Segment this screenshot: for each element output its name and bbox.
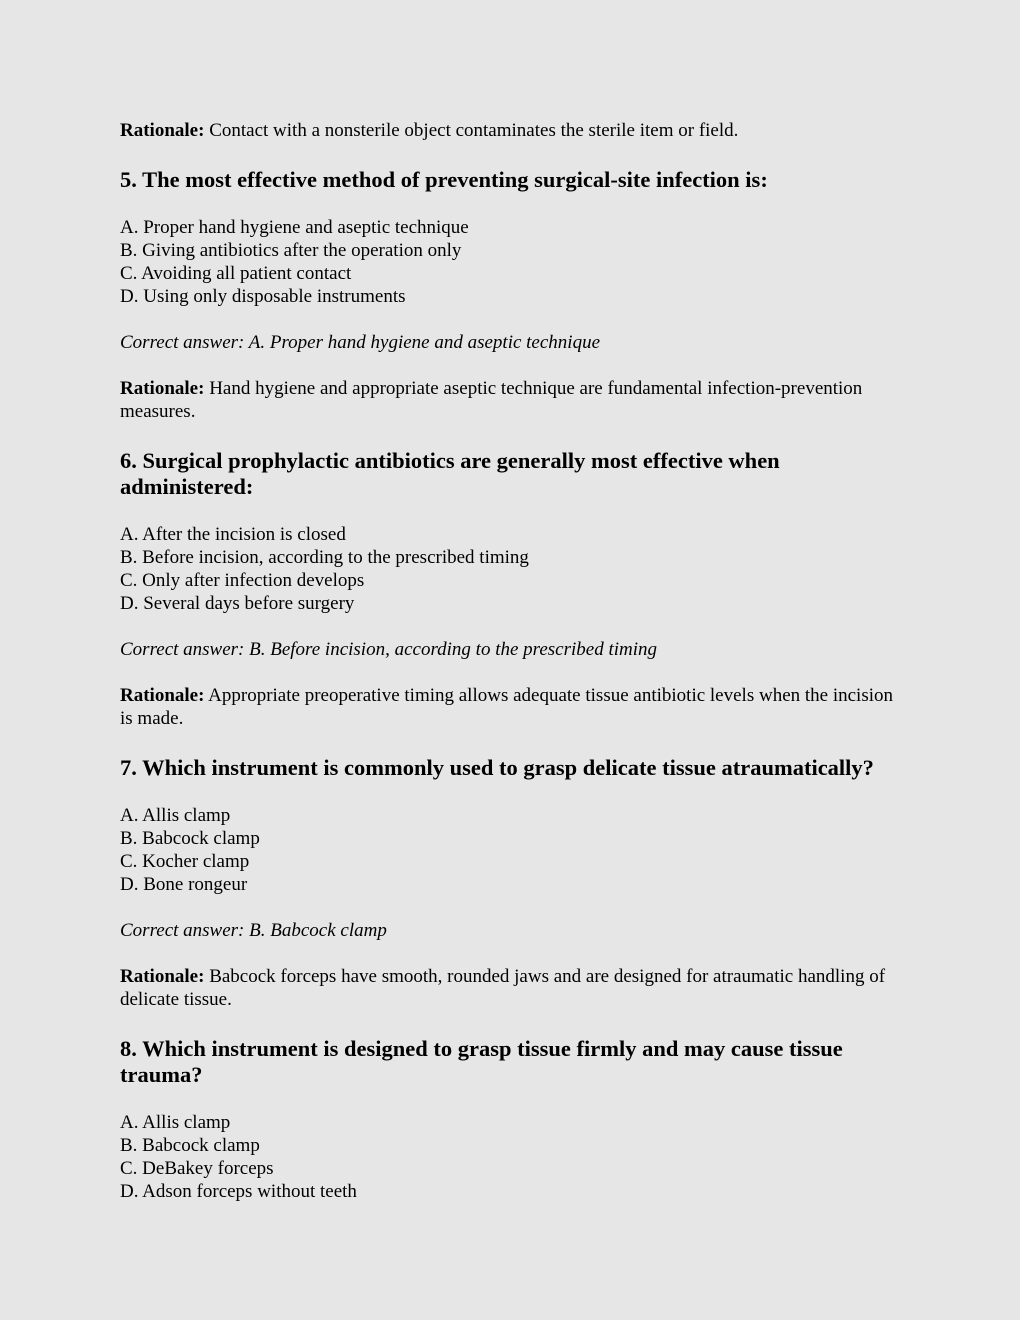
- option-item: C. DeBakey forceps: [120, 1158, 274, 1179]
- rationale-text: Appropriate preoperative timing allows adequate tissue antibiotic levels when the incision is made.: [120, 685, 894, 729]
- option-item: A. Allis clamp: [120, 1112, 231, 1133]
- question-block-7: [120, 755, 900, 1011]
- correct-answer: Correct answer: B. Babcock clamp: [120, 920, 387, 941]
- option-item: C. Only after infection develops: [120, 570, 365, 591]
- option-item: A. Proper hand hygiene and aseptic technique: [120, 217, 469, 238]
- option-item: A. Allis clamp: [120, 805, 231, 826]
- option-list: [120, 804, 900, 896]
- question-heading: 5. The most effective method of preventing surgical-site infection is:: [120, 167, 768, 192]
- question-heading: 6. Surgical prophylactic antibiotics are generally most effective when administered:: [120, 448, 780, 499]
- question-heading: 8. Which instrument is designed to grasp tissue firmly and may cause tissue trauma?: [120, 1036, 843, 1087]
- option-item: C. Avoiding all patient contact: [120, 263, 352, 284]
- option-list: [120, 1111, 900, 1203]
- rationale-text: Contact with a nonsterile object contaminates the sterile item or field.: [204, 120, 739, 141]
- option-item: D. Bone rongeur: [120, 874, 248, 895]
- option-item: A. After the incision is closed: [120, 524, 346, 545]
- correct-answer: Correct answer: B. Before incision, according to the prescribed timing: [120, 639, 658, 660]
- option-item: B. Babcock clamp: [120, 828, 260, 849]
- option-list: [120, 216, 900, 308]
- rationale-text: Hand hygiene and appropriate aseptic technique are fundamental infection-prevention measures.: [120, 378, 863, 422]
- rationale-label: Rationale:: [120, 120, 205, 141]
- rationale: [120, 377, 900, 423]
- question-heading: 7. Which instrument is commonly used to grasp delicate tissue atraumatically?: [120, 755, 874, 780]
- document-content: [120, 119, 900, 1226]
- correct-answer: Correct answer: A. Proper hand hygiene and aseptic technique: [120, 332, 601, 353]
- rationale: [120, 684, 900, 730]
- option-item: B. Giving antibiotics after the operation only: [120, 240, 462, 261]
- rationale-label: Rationale:: [120, 378, 205, 399]
- option-item: D. Using only disposable instruments: [120, 286, 406, 307]
- option-item: D. Adson forceps without teeth: [120, 1181, 357, 1202]
- option-item: C. Kocher clamp: [120, 851, 250, 872]
- question-block-6: [120, 448, 900, 730]
- option-list: [120, 523, 900, 615]
- option-item: B. Before incision, according to the prescribed timing: [120, 547, 529, 568]
- rationale-q4: [120, 119, 900, 142]
- question-block-5: [120, 167, 900, 423]
- rationale: [120, 965, 900, 1011]
- rationale-label: Rationale:: [120, 966, 205, 987]
- option-item: B. Babcock clamp: [120, 1135, 260, 1156]
- rationale-text: Babcock forceps have smooth, rounded jaws and are designed for atraumatic handling of delicate tissue.: [120, 966, 886, 1010]
- question-block-8: [120, 1036, 900, 1203]
- rationale-label: Rationale:: [120, 685, 205, 706]
- option-item: D. Several days before surgery: [120, 593, 355, 614]
